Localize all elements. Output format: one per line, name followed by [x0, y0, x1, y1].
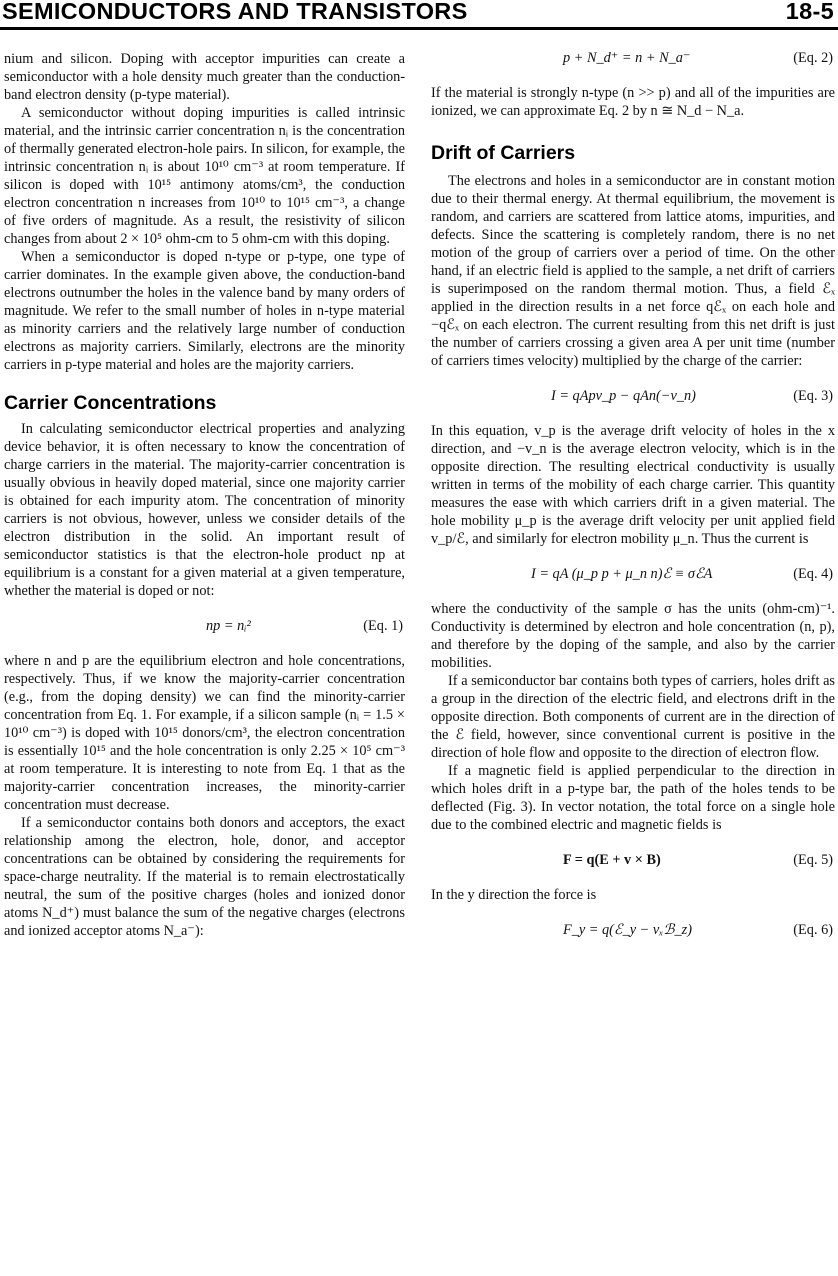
header-title: SEMICONDUCTORS AND TRANSISTORS: [2, 0, 468, 24]
paragraph: In the y direction the force is: [431, 887, 597, 903]
equation-expression: F_y = q(ℰ_y − vₓℬ_z): [563, 922, 693, 938]
equation-5: [431, 846, 835, 874]
left-column: [4, 50, 405, 1276]
equation-expression: F = q(E + v × B): [563, 852, 661, 868]
right-column: [431, 50, 835, 1276]
paragraph: In calculating semiconductor electrical properties and analyzing device behavior, it is often necessary to know the concentration of charge carriers in the material. The majority-carrier concentration is usually obvious in heavily doped material, since one majority carrier is obtained for each impurity atom. The concentration of minority carriers is not obvious, however, unless we consider details of the electron distribution in the solid. An important result of semiconductor statistics is that the electron-hole product np at equilibrium is a constant for a given material at a given temperature, whether the material is doped or not:: [4, 421, 405, 599]
paragraph: In this equation, v_p is the average drift velocity of holes in the x direction, and −v_n is the average electron velocity, which is in the opposite direction. The resulting electrical conductivity is usually written in terms of the mobility of each charge carrier. This quantity measures the ease with which carriers drift in a given material. The hole mobility μ_p is the average drift velocity per unit applied field v_p/ℰ, and similarly for electron mobility μ_n. Thus the current is: [431, 423, 835, 547]
page-number: 18-5: [785, 0, 834, 24]
equation-number: (Eq. 6): [793, 922, 833, 938]
paragraph: The electrons and holes in a semiconductor are in constant motion due to their thermal energy. At thermal equilibrium, the movement is random, and carriers are scattered from lattice atoms, impurities, and defects. Since the scattering is completely random, there is no net motion of the group of carriers over a period of time. On the other hand, if an electric field is applied to the sample, a net drift of carriers is superimposed on the random thermal motion. Thus, a field ℰₓ applied in the direction results in a net force qℰₓ on each hole and −qℰₓ on each electron. The current resulting from this net drift is just the number of carriers crossing a given area A per unit time (number of carriers times velocity) multiplied by the charge of the carrier:: [431, 173, 835, 369]
paragraph: where n and p are the equilibrium electron and hole concentrations, respectively. Thus, if we know the majority-carrier concentration (e.g., from the doping density) we can find the minority-carrier concentration from Eq. 1. For example, if a silicon sample (nᵢ = 1.5 × 10¹⁰ cm⁻³) is doped with 10¹⁵ donors/cm³, the electron concentration is essentially 10¹⁵ and the hole concentration is only 2.25 × 10⁵ cm⁻³ at room temperature. It is interesting to note from Eq. 1 that as the majority-carrier concentration increases, the minority-carrier concentration must decrease.: [4, 653, 405, 813]
paragraph: If the material is strongly n-type (n >> p) and all of the impurities are ionized, we can approximate Eq. 2 by n ≅ N_d − N_a.: [431, 85, 835, 119]
section-heading-carrier-concentrations: Carrier Concentrations: [4, 392, 217, 414]
equation-number: (Eq. 4): [793, 566, 833, 582]
equation-2: [431, 44, 835, 72]
paragraph: where the conductivity of the sample σ has the units (ohm-cm)⁻¹. Conductivity is determined by electron and hole concentration (n, p), and therefore by the doping of the sample, and also by the carrier mobilities.: [431, 601, 835, 671]
equation-expression: p + N_d⁺ = n + N_a⁻: [563, 50, 691, 66]
paragraph: A semiconductor without doping impurities is called intrinsic material, and the intrinsic carrier concentration nᵢ is the concentration of thermally generated electron-hole pairs. In silicon, for example, the intrinsic concentration nᵢ is about 10¹⁰ cm⁻³ at room temperature. If silicon is doped with 10¹⁵ antimony atoms/cm³, the conduction electron concentration n increases from 10¹⁰ to 10¹⁵ cm⁻³, a change of five orders of magnitude. As a result, the resistivity of silicon changes from about 2 × 10⁵ ohm-cm to 5 ohm-cm with this doping.: [4, 105, 405, 247]
paragraph: If a semiconductor contains both donors and acceptors, the exact relationship among the electron, hole, donor, and acceptor concentrations can be obtained by considering the requirements for space-charge neutrality. If the material is to remain electrostatically neutral, the sum of the positive charges (holes and ionized donor atoms N_d⁺) must balance the sum of the negative charges (electrons and ionized acceptor atoms N_a⁻):: [4, 815, 405, 939]
section-heading-drift-of-carriers: Drift of Carriers: [431, 142, 576, 164]
equation-4: [431, 560, 835, 588]
equation-3: [431, 382, 835, 410]
paragraph: If a semiconductor bar contains both types of carriers, holes drift as a group in the direction of the electric field, and electrons drift in the opposite direction. Both components of current are in the direction of the ℰ field, however, since conventional current is positive in the direction of hole flow and opposite to the direction of electron flow.: [431, 673, 835, 761]
header-rule: [0, 27, 838, 30]
equation-expression: I = qApv_p − qAn(−v_n): [551, 388, 696, 404]
paragraph: When a semiconductor is doped n-type or p-type, one type of carrier dominates. In the example given above, the conduction-band electrons outnumber the holes in the valence band by many orders of magnitude. We refer to the small number of holes in n-type material as minority carriers and the relatively large number of conduction electrons as majority carriers. Similarly, electrons are the minority carriers in p-type material and holes are the majority carriers.: [4, 249, 405, 373]
paragraph: If a magnetic field is applied perpendicular to the direction in which holes drift in a p-type bar, the path of the holes tends to be deflected (Fig. 3). In vector notation, the total force on a single hole due to the combined electric and magnetic fields is: [431, 763, 835, 833]
equation-1: [4, 612, 405, 640]
equation-number: (Eq. 5): [793, 852, 833, 868]
equation-expression: np = nᵢ²: [206, 618, 251, 634]
equation-number: (Eq. 3): [793, 388, 833, 404]
equation-6: [431, 916, 835, 944]
equation-expression: I = qA (μ_p p + μ_n n)ℰ ≡ σℰA: [531, 566, 713, 582]
equation-number: (Eq. 1): [363, 618, 403, 634]
equation-number: (Eq. 2): [793, 50, 833, 66]
paragraph: nium and silicon. Doping with acceptor impurities can create a semiconductor with a hole density much greater than the conduction-band electron density (p-type material).: [4, 51, 405, 103]
